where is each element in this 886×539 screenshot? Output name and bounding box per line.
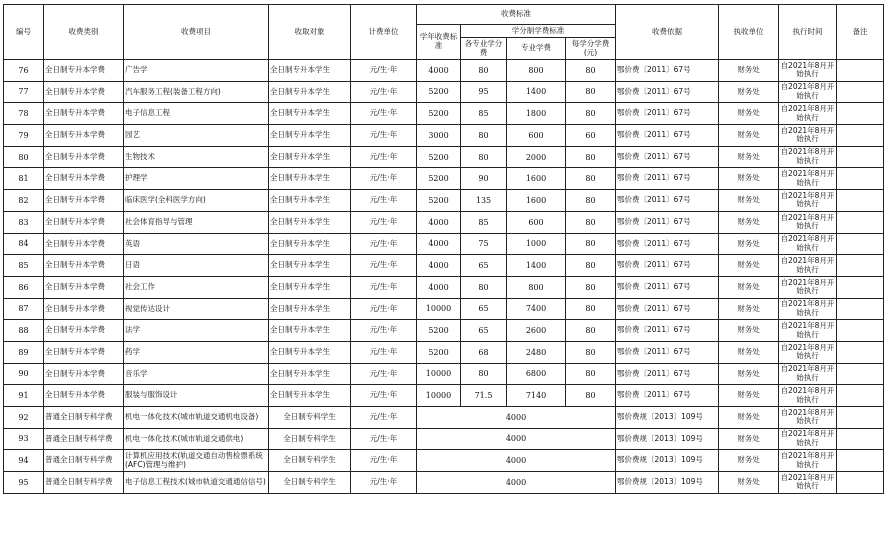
row-credit-per: 80: [566, 103, 616, 125]
row-item: 社会工作: [124, 276, 269, 298]
row-unit: 元/生·年: [351, 103, 417, 125]
row-remark: [837, 385, 884, 407]
row-tuition: 5200: [417, 146, 461, 168]
row-remark: [837, 298, 884, 320]
row-target: 全日制专升本学生: [269, 385, 351, 407]
row-credit-per: 80: [566, 363, 616, 385]
row-id: 80: [4, 146, 44, 168]
table-row: [4, 276, 884, 298]
row-remark: [837, 363, 884, 385]
row-fee: 4000: [417, 407, 616, 429]
row-remark: [837, 103, 884, 125]
row-category: 全日制专升本学费: [44, 146, 124, 168]
row-item: 社会体育指导与管理: [124, 211, 269, 233]
row-category: 普通全日制专科学费: [44, 450, 124, 472]
table-row: [4, 255, 884, 277]
row-id: 91: [4, 385, 44, 407]
row-item: 视觉传达设计: [124, 298, 269, 320]
row-executor: 财务处: [719, 146, 779, 168]
row-target: 全日制专升本学生: [269, 341, 351, 363]
row-target: 全日制专科学生: [269, 472, 351, 494]
row-remark: [837, 428, 884, 450]
row-id: 84: [4, 233, 44, 255]
row-basis: 鄂价费规〔2013〕109号: [616, 450, 719, 472]
row-target: 全日制专升本学生: [269, 276, 351, 298]
row-unit: 元/生·年: [351, 341, 417, 363]
row-tuition: 5200: [417, 320, 461, 342]
row-tuition: 3000: [417, 125, 461, 147]
row-executor: 财务处: [719, 341, 779, 363]
row-category: 普通全日制专科学费: [44, 428, 124, 450]
row-executor: 财务处: [719, 428, 779, 450]
row-remark: [837, 472, 884, 494]
row-unit: 元/生·年: [351, 320, 417, 342]
row-credit-per: 80: [566, 233, 616, 255]
row-remark: [837, 211, 884, 233]
row-category: 全日制专升本学费: [44, 255, 124, 277]
row-exec-time: 自2021年8月开始执行: [779, 146, 837, 168]
row-target: 全日制专升本学生: [269, 255, 351, 277]
row-major-fee: 600: [507, 125, 566, 147]
row-remark: [837, 407, 884, 429]
row-target: 全日制专科学生: [269, 450, 351, 472]
row-unit: 元/生·年: [351, 233, 417, 255]
row-basis: 鄂价费〔2011〕67号: [616, 320, 719, 342]
row-category: 全日制专升本学费: [44, 320, 124, 342]
row-exec-time: 自2021年8月开始执行: [779, 233, 837, 255]
row-basis: 鄂价费〔2011〕67号: [616, 125, 719, 147]
row-item: 园艺: [124, 125, 269, 147]
row-tuition: 4000: [417, 60, 461, 82]
row-unit: 元/生·年: [351, 276, 417, 298]
row-credit-per: 80: [566, 385, 616, 407]
row-major-fee: 1800: [507, 103, 566, 125]
row-credit-fee: 80: [461, 60, 507, 82]
row-tuition: 4000: [417, 255, 461, 277]
table-row: [4, 60, 884, 82]
row-exec-time: 自2021年8月开始执行: [779, 450, 837, 472]
row-tuition: 10000: [417, 385, 461, 407]
table-row: [4, 428, 884, 450]
row-major-fee: 800: [507, 60, 566, 82]
header-credit-fee: 各专业学分费: [461, 38, 507, 60]
table-row: [4, 385, 884, 407]
row-id: 90: [4, 363, 44, 385]
row-remark: [837, 168, 884, 190]
row-tuition: 10000: [417, 298, 461, 320]
row-credit-fee: 80: [461, 146, 507, 168]
row-id: 88: [4, 320, 44, 342]
row-basis: 鄂价费规〔2013〕109号: [616, 407, 719, 429]
row-id: 85: [4, 255, 44, 277]
row-id: 86: [4, 276, 44, 298]
row-item: 英语: [124, 233, 269, 255]
row-basis: 鄂价费〔2011〕67号: [616, 211, 719, 233]
row-target: 全日制专升本学生: [269, 146, 351, 168]
row-basis: 鄂价费〔2011〕67号: [616, 60, 719, 82]
row-target: 全日制专升本学生: [269, 211, 351, 233]
row-item: 电子信息工程: [124, 103, 269, 125]
row-basis: 鄂价费〔2011〕67号: [616, 168, 719, 190]
table-row: [4, 341, 884, 363]
header-remark: 备注: [837, 5, 884, 60]
row-id: 82: [4, 190, 44, 212]
row-major-fee: 1400: [507, 255, 566, 277]
row-basis: 鄂价费〔2011〕67号: [616, 298, 719, 320]
row-basis: 鄂价费〔2011〕67号: [616, 190, 719, 212]
row-id: 78: [4, 103, 44, 125]
row-fee: 4000: [417, 472, 616, 494]
header-executor: 执收单位: [719, 5, 779, 60]
row-exec-time: 自2021年8月开始执行: [779, 103, 837, 125]
row-basis: 鄂价费〔2011〕67号: [616, 81, 719, 103]
row-major-fee: 6800: [507, 363, 566, 385]
row-credit-per: 80: [566, 255, 616, 277]
row-target: 全日制专升本学生: [269, 168, 351, 190]
row-category: 全日制专升本学费: [44, 363, 124, 385]
row-major-fee: 800: [507, 276, 566, 298]
row-executor: 财务处: [719, 255, 779, 277]
row-remark: [837, 255, 884, 277]
row-remark: [837, 233, 884, 255]
row-executor: 财务处: [719, 211, 779, 233]
row-exec-time: 自2021年8月开始执行: [779, 168, 837, 190]
row-item: 护理学: [124, 168, 269, 190]
table-row: [4, 211, 884, 233]
row-item: 汽车服务工程(装备工程方向): [124, 81, 269, 103]
row-credit-per: 80: [566, 168, 616, 190]
row-id: 89: [4, 341, 44, 363]
row-tuition: 5200: [417, 81, 461, 103]
row-major-fee: 1600: [507, 190, 566, 212]
row-id: 76: [4, 60, 44, 82]
row-credit-fee: 80: [461, 125, 507, 147]
row-major-fee: 1000: [507, 233, 566, 255]
row-target: 全日制专升本学生: [269, 103, 351, 125]
row-target: 全日制专科学生: [269, 428, 351, 450]
header-credit-standard: 学分制学费标准: [461, 25, 616, 38]
row-item: 机电一体化技术(城市轨道交通机电设备): [124, 407, 269, 429]
row-category: 普通全日制专科学费: [44, 407, 124, 429]
table-row: [4, 407, 884, 429]
row-id: 83: [4, 211, 44, 233]
row-unit: 元/生·年: [351, 298, 417, 320]
row-item: 机电一体化技术(城市轨道交通供电): [124, 428, 269, 450]
row-exec-time: 自2021年8月开始执行: [779, 320, 837, 342]
row-exec-time: 自2021年8月开始执行: [779, 472, 837, 494]
row-id: 87: [4, 298, 44, 320]
row-remark: [837, 320, 884, 342]
row-exec-time: 自2021年8月开始执行: [779, 385, 837, 407]
row-unit: 元/生·年: [351, 81, 417, 103]
row-target: 全日制专升本学生: [269, 363, 351, 385]
row-unit: 元/生·年: [351, 428, 417, 450]
row-item: 药学: [124, 341, 269, 363]
row-id: 94: [4, 450, 44, 472]
row-credit-per: 80: [566, 341, 616, 363]
row-unit: 元/生·年: [351, 363, 417, 385]
row-exec-time: 自2021年8月开始执行: [779, 363, 837, 385]
row-exec-time: 自2021年8月开始执行: [779, 81, 837, 103]
row-exec-time: 自2021年8月开始执行: [779, 211, 837, 233]
row-major-fee: 7400: [507, 298, 566, 320]
row-major-fee: 2480: [507, 341, 566, 363]
table-row: [4, 450, 884, 472]
row-category: 全日制专升本学费: [44, 103, 124, 125]
row-exec-time: 自2021年8月开始执行: [779, 276, 837, 298]
row-id: 93: [4, 428, 44, 450]
row-category: 全日制专升本学费: [44, 233, 124, 255]
row-credit-per: 80: [566, 146, 616, 168]
row-executor: 财务处: [719, 233, 779, 255]
row-id: 92: [4, 407, 44, 429]
row-remark: [837, 450, 884, 472]
table-row: [4, 125, 884, 147]
row-major-fee: 2000: [507, 146, 566, 168]
row-exec-time: 自2021年8月开始执行: [779, 255, 837, 277]
table-row: [4, 363, 884, 385]
row-tuition: 5200: [417, 103, 461, 125]
row-category: 全日制专升本学费: [44, 81, 124, 103]
row-fee: 4000: [417, 428, 616, 450]
row-category: 全日制专升本学费: [44, 385, 124, 407]
row-tuition: 10000: [417, 363, 461, 385]
row-item: 日语: [124, 255, 269, 277]
row-unit: 元/生·年: [351, 255, 417, 277]
header-year-tuition: 学年收费标准: [417, 25, 461, 60]
row-basis: 鄂价费〔2011〕67号: [616, 103, 719, 125]
row-exec-time: 自2021年8月开始执行: [779, 190, 837, 212]
table-row: [4, 81, 884, 103]
row-credit-fee: 95: [461, 81, 507, 103]
row-executor: 财务处: [719, 125, 779, 147]
row-item: 音乐学: [124, 363, 269, 385]
fee-table-body: [4, 60, 884, 494]
row-target: 全日制专升本学生: [269, 233, 351, 255]
row-item: 服装与服饰设计: [124, 385, 269, 407]
row-executor: 财务处: [719, 407, 779, 429]
row-executor: 财务处: [719, 168, 779, 190]
row-item: 计算机应用技术(轨道交通自动售检票系统(AFC)管理与维护): [124, 450, 269, 472]
row-category: 全日制专升本学费: [44, 168, 124, 190]
row-major-fee: 1600: [507, 168, 566, 190]
row-target: 全日制专科学生: [269, 407, 351, 429]
row-id: 77: [4, 81, 44, 103]
row-credit-fee: 75: [461, 233, 507, 255]
row-target: 全日制专升本学生: [269, 320, 351, 342]
row-credit-fee: 85: [461, 103, 507, 125]
row-basis: 鄂价费〔2011〕67号: [616, 385, 719, 407]
row-executor: 财务处: [719, 103, 779, 125]
row-exec-time: 自2021年8月开始执行: [779, 341, 837, 363]
row-unit: 元/生·年: [351, 190, 417, 212]
row-credit-fee: 85: [461, 211, 507, 233]
row-executor: 财务处: [719, 276, 779, 298]
row-category: 普通全日制专科学费: [44, 472, 124, 494]
row-tuition: 4000: [417, 276, 461, 298]
row-basis: 鄂价费规〔2013〕109号: [616, 428, 719, 450]
header-target: 收取对象: [269, 5, 351, 60]
row-executor: 财务处: [719, 385, 779, 407]
row-credit-per: 60: [566, 125, 616, 147]
row-credit-fee: 135: [461, 190, 507, 212]
row-remark: [837, 125, 884, 147]
row-target: 全日制专升本学生: [269, 298, 351, 320]
row-target: 全日制专升本学生: [269, 60, 351, 82]
row-target: 全日制专升本学生: [269, 81, 351, 103]
table-row: [4, 146, 884, 168]
row-item: 临床医学(全科医学方向): [124, 190, 269, 212]
row-item: 法学: [124, 320, 269, 342]
row-id: 81: [4, 168, 44, 190]
row-basis: 鄂价费〔2011〕67号: [616, 341, 719, 363]
row-category: 全日制专升本学费: [44, 125, 124, 147]
row-item: 广告学: [124, 60, 269, 82]
row-basis: 鄂价费〔2011〕67号: [616, 276, 719, 298]
header-basis: 收费依据: [616, 5, 719, 60]
row-credit-fee: 65: [461, 255, 507, 277]
row-remark: [837, 60, 884, 82]
table-row: [4, 103, 884, 125]
row-executor: 财务处: [719, 472, 779, 494]
fee-table: [3, 4, 884, 494]
row-target: 全日制专升本学生: [269, 125, 351, 147]
row-remark: [837, 190, 884, 212]
row-remark: [837, 341, 884, 363]
row-id: 95: [4, 472, 44, 494]
row-exec-time: 自2021年8月开始执行: [779, 407, 837, 429]
row-major-fee: 1400: [507, 81, 566, 103]
table-row: [4, 472, 884, 494]
row-executor: 财务处: [719, 363, 779, 385]
row-credit-fee: 65: [461, 320, 507, 342]
row-executor: 财务处: [719, 450, 779, 472]
row-item: 生物技术: [124, 146, 269, 168]
row-credit-per: 80: [566, 81, 616, 103]
row-exec-time: 自2021年8月开始执行: [779, 60, 837, 82]
row-category: 全日制专升本学费: [44, 298, 124, 320]
row-tuition: 4000: [417, 233, 461, 255]
row-category: 全日制专升本学费: [44, 190, 124, 212]
header-credit-per: 每学分学费(元): [566, 38, 616, 60]
row-unit: 元/生·年: [351, 385, 417, 407]
row-category: 全日制专升本学费: [44, 60, 124, 82]
header-standard: 收费标准: [417, 5, 616, 25]
row-credit-per: 80: [566, 298, 616, 320]
header-id: 编号: [4, 5, 44, 60]
row-exec-time: 自2021年8月开始执行: [779, 298, 837, 320]
row-basis: 鄂价费〔2011〕67号: [616, 233, 719, 255]
row-credit-per: 80: [566, 320, 616, 342]
row-credit-fee: 80: [461, 363, 507, 385]
row-basis: 鄂价费规〔2013〕109号: [616, 472, 719, 494]
row-credit-fee: 68: [461, 341, 507, 363]
row-credit-per: 80: [566, 60, 616, 82]
row-remark: [837, 81, 884, 103]
row-exec-time: 自2021年8月开始执行: [779, 125, 837, 147]
row-basis: 鄂价费〔2011〕67号: [616, 255, 719, 277]
row-exec-time: 自2021年8月开始执行: [779, 428, 837, 450]
table-row: [4, 320, 884, 342]
row-tuition: 5200: [417, 190, 461, 212]
row-executor: 财务处: [719, 60, 779, 82]
row-credit-fee: 80: [461, 276, 507, 298]
row-credit-per: 80: [566, 190, 616, 212]
row-category: 全日制专升本学费: [44, 211, 124, 233]
row-unit: 元/生·年: [351, 450, 417, 472]
row-executor: 财务处: [719, 320, 779, 342]
table-row: [4, 190, 884, 212]
row-credit-fee: 71.5: [461, 385, 507, 407]
row-unit: 元/生·年: [351, 407, 417, 429]
row-executor: 财务处: [719, 81, 779, 103]
row-executor: 财务处: [719, 190, 779, 212]
row-major-fee: 7140: [507, 385, 566, 407]
table-row: [4, 168, 884, 190]
row-unit: 元/生·年: [351, 146, 417, 168]
header-item: 收费项目: [124, 5, 269, 60]
row-tuition: 5200: [417, 341, 461, 363]
row-tuition: 4000: [417, 211, 461, 233]
row-remark: [837, 146, 884, 168]
row-major-fee: 2600: [507, 320, 566, 342]
header-unit: 计费单位: [351, 5, 417, 60]
row-target: 全日制专升本学生: [269, 190, 351, 212]
row-item: 电子信息工程技术(城市轨道交通通信信号): [124, 472, 269, 494]
row-credit-fee: 90: [461, 168, 507, 190]
row-fee: 4000: [417, 450, 616, 472]
header-exec-time: 执行时间: [779, 5, 837, 60]
table-row: [4, 233, 884, 255]
row-credit-per: 80: [566, 211, 616, 233]
row-category: 全日制专升本学费: [44, 276, 124, 298]
row-major-fee: 600: [507, 211, 566, 233]
row-unit: 元/生·年: [351, 472, 417, 494]
row-basis: 鄂价费〔2011〕67号: [616, 363, 719, 385]
header-category: 收费类别: [44, 5, 124, 60]
row-id: 79: [4, 125, 44, 147]
row-category: 全日制专升本学费: [44, 341, 124, 363]
row-credit-per: 80: [566, 276, 616, 298]
row-unit: 元/生·年: [351, 168, 417, 190]
row-unit: 元/生·年: [351, 211, 417, 233]
row-credit-fee: 65: [461, 298, 507, 320]
row-basis: 鄂价费〔2011〕67号: [616, 146, 719, 168]
header-major-fee: 专业学费: [507, 38, 566, 60]
row-tuition: 5200: [417, 168, 461, 190]
row-unit: 元/生·年: [351, 125, 417, 147]
row-remark: [837, 276, 884, 298]
row-executor: 财务处: [719, 298, 779, 320]
row-unit: 元/生·年: [351, 60, 417, 82]
table-row: [4, 298, 884, 320]
